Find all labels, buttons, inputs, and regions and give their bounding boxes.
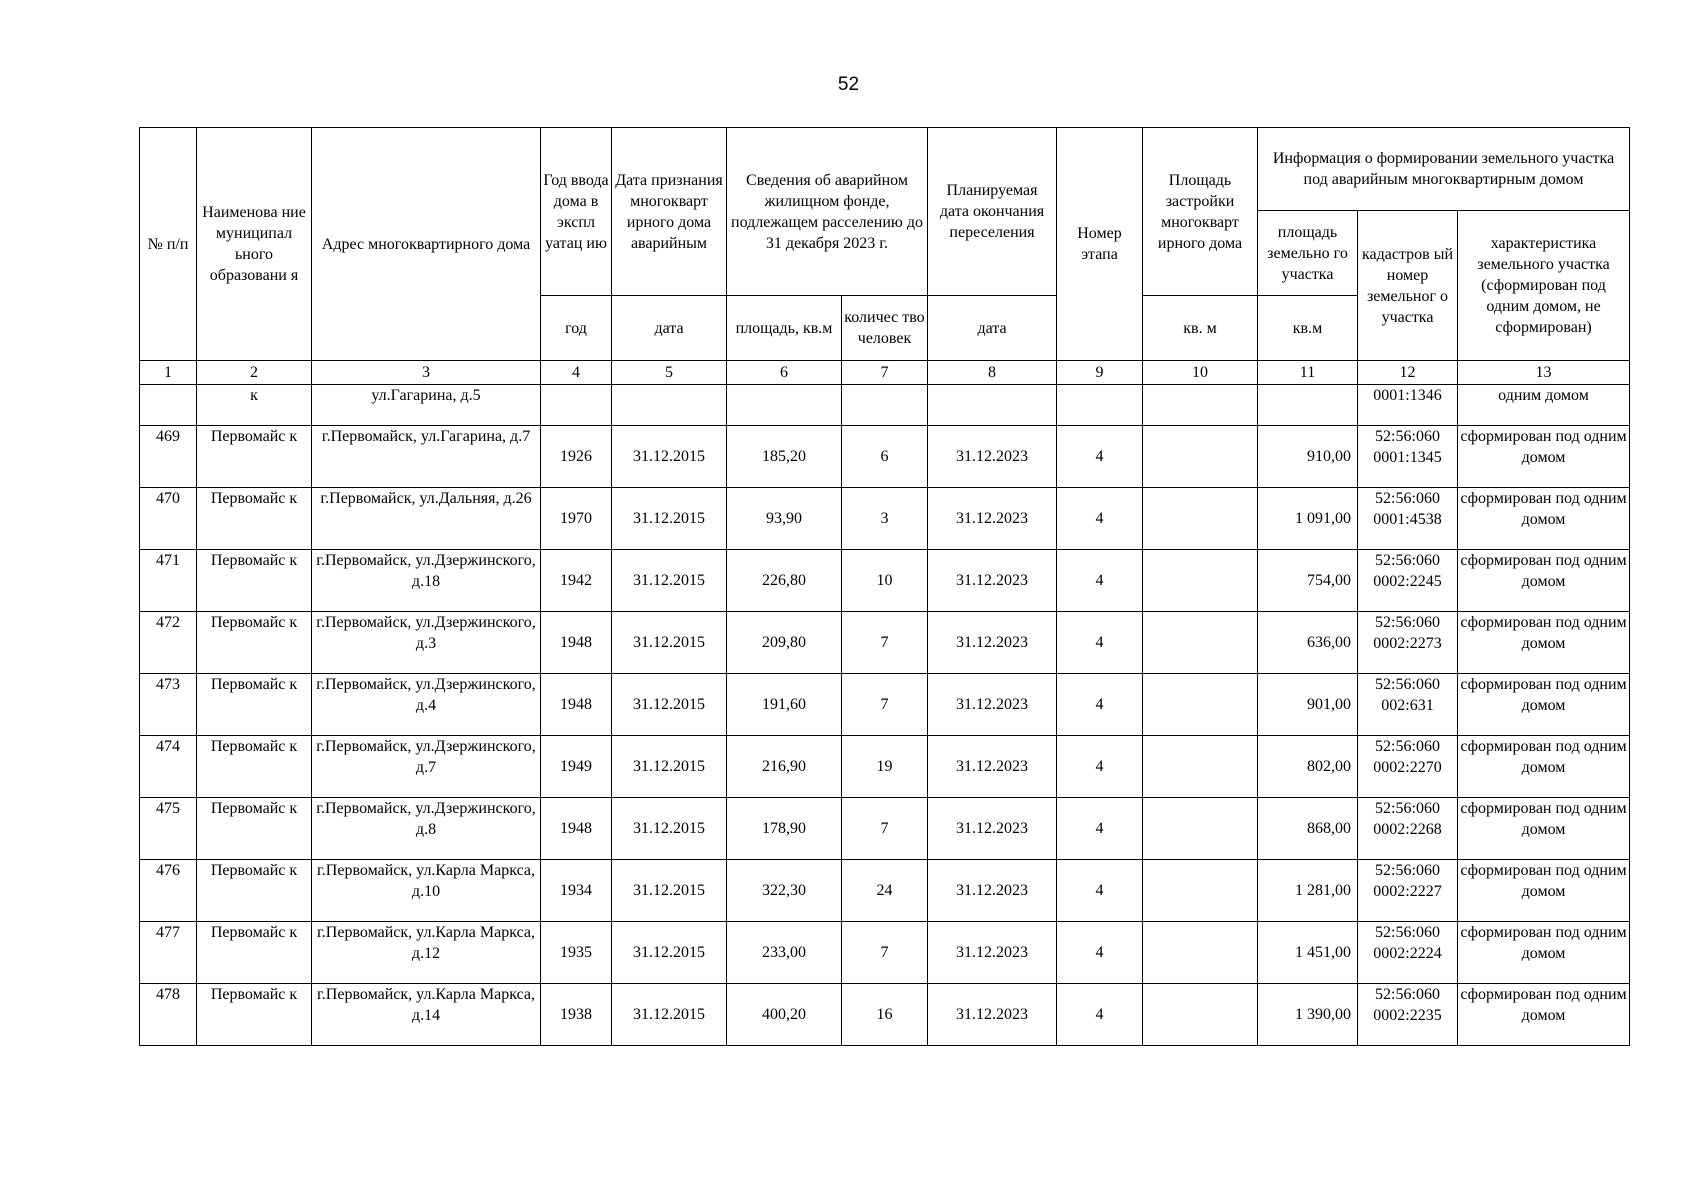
column-number: 2 <box>197 361 312 385</box>
cell-address: г.Первомайск, ул.Карла Маркса, д.10 <box>312 860 541 922</box>
cell-building-area <box>1143 798 1258 860</box>
cell-end-date: 31.12.2023 <box>928 798 1057 860</box>
cell-land-area: 1 451,00 <box>1258 922 1358 984</box>
cell-stage: 4 <box>1057 612 1143 674</box>
cell-year <box>541 385 612 426</box>
cell-date: 31.12.2015 <box>612 922 727 984</box>
unit-building-area: кв. м <box>1143 296 1258 361</box>
table-row <box>140 736 1630 798</box>
cell-year: 1948 <box>541 674 612 736</box>
cell-people <box>842 385 928 426</box>
cell-end-date: 31.12.2023 <box>928 674 1057 736</box>
cell-stage: 4 <box>1057 674 1143 736</box>
page-number: 52 <box>837 74 860 95</box>
header-planned-end-date: Планируемая дата окончания переселения <box>928 128 1057 296</box>
cell-people: 16 <box>842 984 928 1046</box>
table-row <box>140 798 1630 860</box>
cell-number: 469 <box>140 426 197 488</box>
cell-building-area <box>1143 426 1258 488</box>
cell-cadastral: 52:56:060 0002:2245 <box>1358 550 1458 612</box>
cell-people: 6 <box>842 426 928 488</box>
cell-building-area <box>1143 860 1258 922</box>
cell-land-area <box>1258 385 1358 426</box>
cell-people: 19 <box>842 736 928 798</box>
cell-date: 31.12.2015 <box>612 984 727 1046</box>
cell-municipality: Первомайс к <box>197 488 312 550</box>
cell-status: сформирован под одним домом <box>1458 426 1630 488</box>
cell-building-area <box>1143 984 1258 1046</box>
cell-number: 476 <box>140 860 197 922</box>
column-number: 6 <box>727 361 842 385</box>
cell-date: 31.12.2015 <box>612 488 727 550</box>
cell-area: 93,90 <box>727 488 842 550</box>
cell-municipality: Первомайс к <box>197 674 312 736</box>
cell-number: 472 <box>140 612 197 674</box>
cell-stage: 4 <box>1057 922 1143 984</box>
cell-land-area: 901,00 <box>1258 674 1358 736</box>
cell-date: 31.12.2015 <box>612 426 727 488</box>
cell-address: г.Первомайск, ул.Дзержинского, д.3 <box>312 612 541 674</box>
cell-area: 216,90 <box>727 736 842 798</box>
column-number: 10 <box>1143 361 1258 385</box>
cell-date: 31.12.2015 <box>612 860 727 922</box>
header-address: Адрес многоквартирного дома <box>312 128 541 361</box>
cell-status: сформирован под одним домом <box>1458 798 1630 860</box>
cell-municipality: Первомайс к <box>197 922 312 984</box>
cell-building-area <box>1143 550 1258 612</box>
cell-stage: 4 <box>1057 736 1143 798</box>
cell-cadastral: 52:56:060 0002:2227 <box>1358 860 1458 922</box>
cell-status: сформирован под одним домом <box>1458 550 1630 612</box>
cell-date: 31.12.2015 <box>612 550 727 612</box>
header-row <box>140 128 1630 211</box>
cell-cadastral: 52:56:060 0001:1345 <box>1358 426 1458 488</box>
column-number: 11 <box>1258 361 1358 385</box>
cell-number: 477 <box>140 922 197 984</box>
cell-stage: 4 <box>1057 550 1143 612</box>
cell-cadastral: 52:56:060 0002:2273 <box>1358 612 1458 674</box>
cell-end-date: 31.12.2023 <box>928 922 1057 984</box>
cell-year: 1934 <box>541 860 612 922</box>
unit-date: дата <box>612 296 727 361</box>
cell-end-date: 31.12.2023 <box>928 984 1057 1046</box>
cell-land-area: 1 091,00 <box>1258 488 1358 550</box>
cell-status: одним домом <box>1458 385 1630 426</box>
header-cadastral-number: кадастров ый номер земельног о участка <box>1358 211 1458 361</box>
column-number: 12 <box>1358 361 1458 385</box>
table-row <box>140 860 1630 922</box>
cell-building-area <box>1143 674 1258 736</box>
header-land-characteristic: характеристика земельного участка (сформирован под одним домом, не сформирован) <box>1458 211 1630 361</box>
cell-status: сформирован под одним домом <box>1458 922 1630 984</box>
cell-number: 474 <box>140 736 197 798</box>
cell-municipality: к <box>197 385 312 426</box>
unit-people: количес тво человек <box>842 296 928 361</box>
cell-status: сформирован под одним домом <box>1458 612 1630 674</box>
table-row <box>140 674 1630 736</box>
cell-people: 24 <box>842 860 928 922</box>
cell-municipality: Первомайс к <box>197 984 312 1046</box>
cell-building-area <box>1143 922 1258 984</box>
table-row <box>140 488 1630 550</box>
column-number: 7 <box>842 361 928 385</box>
cell-land-area: 868,00 <box>1258 798 1358 860</box>
cell-building-area <box>1143 736 1258 798</box>
cell-building-area <box>1143 385 1258 426</box>
cell-cadastral: 52:56:060 0001:4538 <box>1358 488 1458 550</box>
cell-year: 1926 <box>541 426 612 488</box>
cell-people: 7 <box>842 798 928 860</box>
table-row <box>140 426 1630 488</box>
cell-date: 31.12.2015 <box>612 736 727 798</box>
cell-status: сформирован под одним домом <box>1458 736 1630 798</box>
cell-area: 209,80 <box>727 612 842 674</box>
cell-people: 7 <box>842 612 928 674</box>
header-building-area: Площадь застройки многокварт ирного дома <box>1143 128 1258 296</box>
cell-building-area <box>1143 612 1258 674</box>
cell-land-area: 754,00 <box>1258 550 1358 612</box>
cell-area: 185,20 <box>727 426 842 488</box>
cell-address: г.Первомайск, ул.Дальняя, д.26 <box>312 488 541 550</box>
column-number: 9 <box>1057 361 1143 385</box>
cell-address: г.Первомайск, ул.Дзержинского, д.4 <box>312 674 541 736</box>
cell-address: г.Первомайск, ул.Карла Маркса, д.14 <box>312 984 541 1046</box>
cell-year: 1948 <box>541 798 612 860</box>
cell-stage: 4 <box>1057 488 1143 550</box>
column-number: 4 <box>541 361 612 385</box>
unit-end-date: дата <box>928 296 1057 361</box>
cell-address: г.Первомайск, ул.Гагарина, д.7 <box>312 426 541 488</box>
cell-land-area: 1 281,00 <box>1258 860 1358 922</box>
column-number: 8 <box>928 361 1057 385</box>
cell-year: 1970 <box>541 488 612 550</box>
header-fund-info: Сведения об аварийном жилищном фонде, подлежащем расселению до 31 декабря 2023 г. <box>727 128 928 296</box>
cell-land-area: 636,00 <box>1258 612 1358 674</box>
unit-area: площадь, кв.м <box>727 296 842 361</box>
unit-year: год <box>541 296 612 361</box>
cell-people: 10 <box>842 550 928 612</box>
cell-municipality: Первомайс к <box>197 860 312 922</box>
cell-date: 31.12.2015 <box>612 612 727 674</box>
header-land-plot-info: Информация о формировании земельного участка под аварийным многоквартирным домом <box>1258 128 1630 211</box>
header-municipality: Наименова ние муниципал ьного образовани я <box>197 128 312 361</box>
cell-municipality: Первомайс к <box>197 736 312 798</box>
cell-area <box>727 385 842 426</box>
column-number: 13 <box>1458 361 1630 385</box>
cell-address: г.Первомайск, ул.Дзержинского, д.8 <box>312 798 541 860</box>
cell-date: 31.12.2015 <box>612 798 727 860</box>
cell-date: 31.12.2015 <box>612 674 727 736</box>
cell-end-date <box>928 385 1057 426</box>
cell-cadastral: 52:56:060 0002:2224 <box>1358 922 1458 984</box>
cell-number: 478 <box>140 984 197 1046</box>
column-number: 1 <box>140 361 197 385</box>
cell-cadastral: 0001:1346 <box>1358 385 1458 426</box>
cell-date <box>612 385 727 426</box>
cell-municipality: Первомайс к <box>197 798 312 860</box>
cell-people: 7 <box>842 922 928 984</box>
cell-address: г.Первомайск, ул.Дзержинского, д.18 <box>312 550 541 612</box>
header-number: № п/п <box>140 128 197 361</box>
cell-building-area <box>1143 488 1258 550</box>
cell-area: 178,90 <box>727 798 842 860</box>
cell-end-date: 31.12.2023 <box>928 612 1057 674</box>
cell-area: 226,80 <box>727 550 842 612</box>
cell-end-date: 31.12.2023 <box>928 488 1057 550</box>
cell-address: г.Первомайск, ул.Дзержинского, д.7 <box>312 736 541 798</box>
unit-land-area: кв.м <box>1258 296 1358 361</box>
emergency-housing-table <box>139 127 1630 1046</box>
cell-cadastral: 52:56:060 0002:2268 <box>1358 798 1458 860</box>
cell-number: 473 <box>140 674 197 736</box>
header-stage: Номер этапа <box>1057 128 1143 361</box>
cell-address: г.Первомайск, ул.Карла Маркса, д.12 <box>312 922 541 984</box>
cell-stage <box>1057 385 1143 426</box>
cell-number: 475 <box>140 798 197 860</box>
column-number: 3 <box>312 361 541 385</box>
cell-status: сформирован под одним домом <box>1458 860 1630 922</box>
cell-end-date: 31.12.2023 <box>928 736 1057 798</box>
cell-people: 7 <box>842 674 928 736</box>
cell-status: сформирован под одним домом <box>1458 674 1630 736</box>
cell-people: 3 <box>842 488 928 550</box>
table-row <box>140 550 1630 612</box>
header-year: Год ввода дома в экспл уатац ию <box>541 128 612 296</box>
cell-end-date: 31.12.2023 <box>928 426 1057 488</box>
cell-municipality: Первомайс к <box>197 612 312 674</box>
cell-cadastral: 52:56:060 0002:2235 <box>1358 984 1458 1046</box>
cell-address: ул.Гагарина, д.5 <box>312 385 541 426</box>
cell-status: сформирован под одним домом <box>1458 984 1630 1046</box>
cell-stage: 4 <box>1057 984 1143 1046</box>
table-row <box>140 612 1630 674</box>
cell-year: 1935 <box>541 922 612 984</box>
cell-area: 400,20 <box>727 984 842 1046</box>
cell-land-area: 802,00 <box>1258 736 1358 798</box>
cell-municipality: Первомайс к <box>197 550 312 612</box>
table-row <box>140 922 1630 984</box>
cell-stage: 4 <box>1057 426 1143 488</box>
cell-land-area: 1 390,00 <box>1258 984 1358 1046</box>
cell-land-area: 910,00 <box>1258 426 1358 488</box>
table-row <box>140 984 1630 1046</box>
header-recognition-date: Дата признания многокварт ирного дома аварийным <box>612 128 727 296</box>
cell-end-date: 31.12.2023 <box>928 860 1057 922</box>
cell-cadastral: 52:56:060 002:631 <box>1358 674 1458 736</box>
cell-area: 233,00 <box>727 922 842 984</box>
cell-end-date: 31.12.2023 <box>928 550 1057 612</box>
header-land-area: площадь земельно го участка <box>1258 211 1358 296</box>
cell-number <box>140 385 197 426</box>
cell-number: 470 <box>140 488 197 550</box>
column-number: 5 <box>612 361 727 385</box>
cell-stage: 4 <box>1057 860 1143 922</box>
cell-area: 191,60 <box>727 674 842 736</box>
cell-year: 1942 <box>541 550 612 612</box>
cell-municipality: Первомайс к <box>197 426 312 488</box>
cell-status: сформирован под одним домом <box>1458 488 1630 550</box>
cell-year: 1949 <box>541 736 612 798</box>
cell-year: 1938 <box>541 984 612 1046</box>
cell-stage: 4 <box>1057 798 1143 860</box>
cell-area: 322,30 <box>727 860 842 922</box>
cell-number: 471 <box>140 550 197 612</box>
cell-year: 1948 <box>541 612 612 674</box>
cell-cadastral: 52:56:060 0002:2270 <box>1358 736 1458 798</box>
column-numbers-row <box>140 361 1630 385</box>
continuation-row <box>140 385 1630 426</box>
